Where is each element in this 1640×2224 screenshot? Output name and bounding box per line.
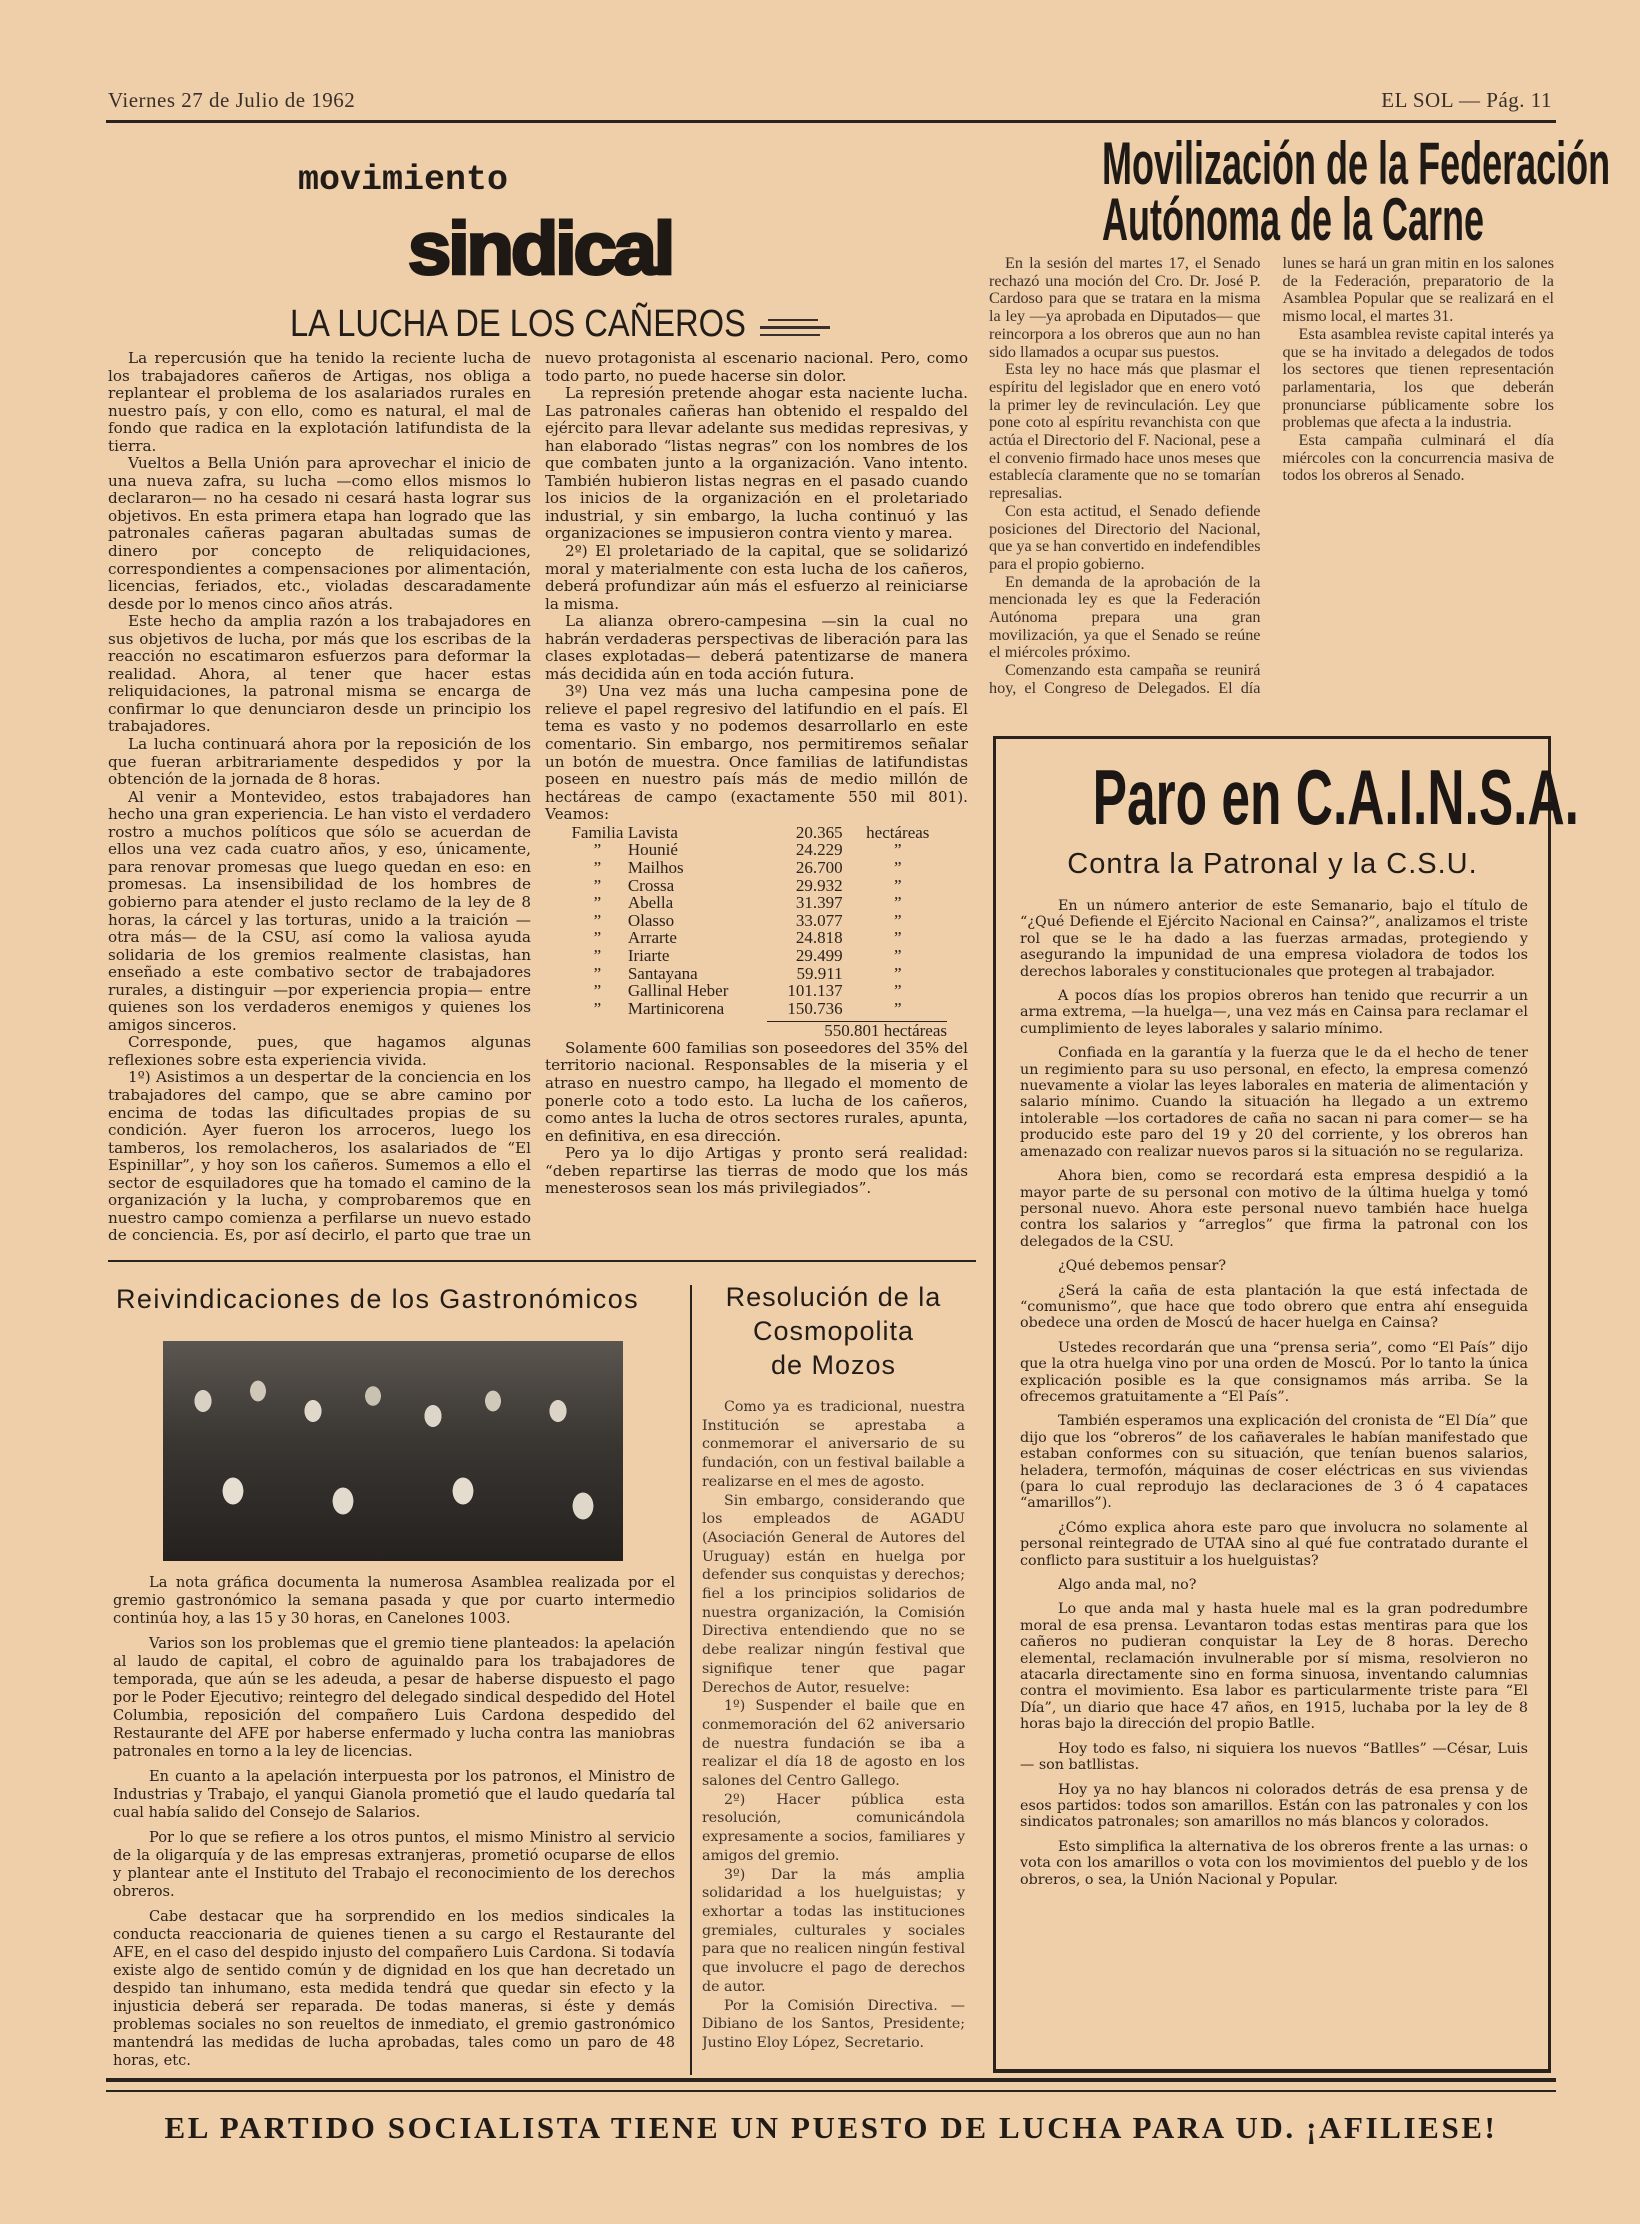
paragraph: Con esta actitud, el Senado defiende posiciones del Directorio del Nacional, que ya se han convertido en indefendibles para el propio gobierno.	[989, 501, 1261, 573]
paragraph: 3º) Dar la más amplia solidaridad a los huelguistas; y exhortar a todas las instituciones gremiales, culturales y sociales para que no realicen ningún festival que involucre el pago de derechos de autor.	[702, 1866, 965, 1995]
table-row	[567, 877, 947, 895]
article-gastronomicos-body	[113, 1574, 675, 2074]
table-row	[567, 894, 947, 912]
paragraph: Confiada en la garantía y la fuerza que le da el hecho de tener un regimiento para su uso personal, en efecto, la empresa comenzó nuevamente a violar las leyes laborales en materia de alimentación y salario mínimo. Cuando la situación ha llegado a un extremo intolerable —los cortadores de caña no sacan ni para comer— se ha producido este paro del 19 y 20 del corriente, y los obreros han amenazado con realizar nuevos paros si la situación no se regulariza.	[1020, 1045, 1528, 1160]
article-paro-body	[1020, 898, 1528, 2068]
family-name: Olasso	[627, 910, 675, 930]
family-prefix: ”	[593, 857, 602, 877]
article-paragraph	[113, 1574, 675, 2070]
paragraph: Algo anda mal, no?	[1058, 1577, 1197, 1594]
headline-line: de Mozos	[770, 1350, 897, 1380]
section-divider	[108, 1260, 976, 1262]
hectares-unit: ”	[894, 893, 902, 913]
footer-rule	[106, 2078, 1556, 2082]
hectares-value: 31.397	[795, 893, 843, 913]
hectares-value: 26.700	[795, 857, 843, 877]
paragraph: ¿Será la caña de esta plantación la que está infectada de “comunismo”, que hace que todo obrero que entra ahí enseguida obedece una orden de Moscú de hacer huelga en Cainsa?	[1020, 1282, 1528, 1332]
section-kicker: movimiento	[298, 160, 509, 200]
paragraph: Hoy ya no hay blancos ni colorados detrás de esa prensa y de esos partidos: todos son amarillos. Están con las patronales y con los sindicatos patronales; son amarillos no más blancos y colorados.	[1020, 1781, 1528, 1831]
family-name: Arrarte	[627, 928, 677, 948]
table-row	[567, 824, 947, 842]
paragraph: Al venir a Montevideo, estos trabajadores han hecho una gran experiencia. Le han visto el verdadero rostro a muchos políticos que sólo se acuerdan de ellos una vez cada cuatro años, y eso, únicamente, para renovar promesas que luego quedan en eso: en promesas. La insensibilidad de los hombres de gobierno para atender el justo reclamo de la ley de 8 horas, la cárcel y las torturas, unido a la traición —otra más— de la CSU, así como la valiosa ayuda solidaria de los gremios realmente clasistas, han enseñado a este combativo sector de trabajadores rurales, a distinguir —por experiencia propia— entre quienes son los verdaderos enemigos y quienes los amigos sinceros.	[108, 787, 531, 1034]
decorative-dashes	[760, 316, 830, 336]
family-prefix: Familia	[571, 822, 624, 842]
paragraph: Esta asamblea reviste capital interés ya que se ha invitado a delegados de todos los sectores que tienen representación parlamentaria, los que deberán pronunciarse públicamente sobre los problemas que afecta a la industria.	[1282, 324, 1554, 432]
family-name: Abella	[627, 893, 674, 913]
article-headline-movilizacion	[989, 130, 1611, 253]
paragraph: Lo que anda mal y hasta huele mal es la gran podredumbre moral de esa prensa. Levantaron todas estas mentiras para que los cañeros no pudieran conquistar la Ley de 8 horas. Derecho elemental, reclamación invulnerable por sí misma, resolvieron no atacarla directamente sino en forma sinuosa, inventando calumnias contra el movimiento. Esa labor es particularmente triste para “El Día”, un diario que hace 47 años, en 1915, luchaba por la ley de 8 horas bajo la dirección del propio Batlle.	[1020, 1601, 1528, 1733]
paragraph: Por lo que se refiere a los otros puntos, el mismo Ministro al servicio de la oligarquía y de las empresas extranjeras, prometió ocuparse de ellos y plantear ante el Instituto del Trabajo el reconocimiento de los derechos obreros.	[113, 1829, 675, 1900]
family-name: Crossa	[627, 875, 675, 895]
table-row	[567, 965, 947, 983]
family-name: Mailhos	[627, 857, 684, 877]
paragraph: La repercusión que ha tenido la reciente lucha de los trabajadores cañeros de Artigas, nos obliga a replantear el problema de los asalariados rurales en nuestro país, y con ello, como es natural, el mal de fondo que radica en la explotación latifundista de la tierra.	[108, 350, 531, 455]
headline-line: Cosmopolita	[752, 1316, 915, 1346]
article-paragraph	[545, 1040, 968, 1198]
hectares-unit: ”	[894, 963, 902, 983]
hectares-value: 24.229	[795, 840, 843, 860]
table-row	[567, 947, 947, 965]
paragraph: En demanda de la aprobación de la mencionada ley es que la Federación Autónoma prepara una gran movilización, ya que el Senado se reúne el miércoles próximo.	[989, 572, 1261, 662]
paragraph: Comenzando esta campaña se reunirá hoy, el Congreso de Delegados. El día lunes se hará un gran mitin en los salones de la Federación, preparatorio de la Asamblea Popular que se realizará en el mismo local, el martes 31.	[989, 255, 1554, 697]
paragraph: Esta campaña culminará el día miércoles con la concurrencia masiva de todos los obreros al Senado.	[1282, 431, 1554, 485]
landholdings-total: 550.801 hectáreas	[767, 1021, 947, 1040]
table-body	[567, 824, 947, 1018]
footer-rule-thin	[106, 2090, 1556, 2092]
table-row	[567, 1000, 947, 1018]
article-paragraph	[1020, 898, 1528, 1888]
headline-line: Resolución de la	[725, 1282, 942, 1312]
assembly-photo	[163, 1341, 623, 1561]
hectares-unit: ”	[894, 875, 902, 895]
paragraph: Corresponde, pues, que hagamos algunas reflexiones sobre esta experiencia vivida.	[108, 1033, 531, 1069]
header-rule	[106, 120, 1556, 123]
landholdings-table	[567, 824, 947, 1040]
family-name: Martinicorena	[627, 998, 725, 1018]
hectares-value: 150.736	[787, 998, 843, 1018]
paragraph: Ahora bien, como se recordará esta empresa despidió a la mayor parte de su personal con motivo de la última huelga y tomó personal nuevo. Ahora este personal nuevo también hace huelga contra los salarios y “arreglos” que firma la patronal con los delegados de la CSU.	[1020, 1168, 1528, 1250]
section-title: sindical	[408, 207, 673, 290]
newspaper-page-label: EL SOL — Pág. 11	[1381, 88, 1552, 112]
hectares-value: 24.818	[795, 928, 843, 948]
hectares-unit: ”	[894, 981, 902, 1001]
paragraph: Pero ya lo dijo Artigas y pronto será realidad: “deben repartirse las tierras de modo que los más menesterosos sean los más privilegiados”.	[545, 1144, 968, 1198]
family-name: Santayana	[627, 963, 698, 983]
paragraph: Esto simplifica la alternativa de los obreros frente a las urnas: o vota con los amarillos o vota con los movimientos del pueblo y de los obreros, o sea, la Unión Nacional y Popular.	[1020, 1838, 1528, 1888]
table-row	[567, 929, 947, 947]
paragraph: 3º) Una vez más una lucha campesina pone de relieve el papel regresivo del latifundio en el país. El tema es vasto y no podemos desarrollarlo en este comentario. Sin embargo, nos permitiremos señalar un botón de muestra. Once familias de latifundistas poseen en nuestro país más de medio millón de hectáreas de campo (exactamente 550 mil 801). Veamos:	[545, 682, 968, 824]
paragraph: En cuanto a la apelación interpuesta por los patronos, el Ministro de Industrias y Trabajo, el yanqui Gianola prometió que el laudo quedaría tal cual había salido del Consejo de Salarios.	[113, 1768, 675, 1821]
hectares-unit: ”	[894, 840, 902, 860]
article-movilizacion-body	[989, 255, 1554, 700]
paragraph: La represión pretende ahogar esta naciente lucha. Las patronales cañeras han obtenido el respaldo del ejército para llevar adelante sus medidas represivas, y han elaborado “listas negras” con los nombres de los que combaten junto a la organización. Vano intento. También hubieron listas negras en el pasado cuando los inicios de la organización en el proletariado industrial, y sin embargo, la lucha continuó y las organizaciones se impusieron contra viento y marea.	[545, 384, 968, 543]
hectares-value: 33.077	[795, 910, 843, 930]
table-row	[567, 841, 947, 859]
article-headline-lucha: LA LUCHA DE LOS CAÑEROS	[290, 303, 746, 345]
family-prefix: ”	[593, 945, 602, 965]
paragraph: Esta ley no hace más que plasmar el espíritu del legislador que en enero votó la primer ley de revinculación. Ley que pone coto al espíritu revanchista con que actúa el Directorio del F. Nacional, pese a el convenio firmado hace unos meses que establecía claramente que no se tomarían represalias.	[989, 360, 1261, 503]
paragraph: Varios son los problemas que el gremio tiene planteados: la apelación al laudo de capital, el cobro de aguinaldo para los trabajadores de temporada, que aún se les adeuda, a pesar de haberse dispuesto el pago por le Poder Ejecutivo; reintegro del delegado sindical despedido del Hotel Columbia, reposición del compañero Luis Cardona despedido del Restaurante del AFE por haberse enfermado y lucha contra las maniobras patronales en torno a la ley de licencias.	[113, 1635, 675, 1760]
hectares-unit: ”	[894, 910, 902, 930]
family-prefix: ”	[593, 875, 602, 895]
family-prefix: ”	[593, 963, 602, 983]
paragraph: Hoy todo es falso, ni siquiera los nuevos “Batlles” —César, Luis— son batllistas.	[1020, 1740, 1528, 1774]
article-lucha-body	[108, 350, 968, 1262]
headline-line: Autónoma de la Carne	[1102, 186, 1485, 253]
hectares-unit: hectáreas	[866, 822, 930, 842]
hectares-unit: ”	[894, 857, 902, 877]
hectares-unit: ”	[894, 998, 902, 1018]
article-headline-paro	[1000, 752, 1579, 843]
footer-slogan: EL PARTIDO SOCIALISTA TIENE UN PUESTO DE LUCHA PARA UD. ¡AFILIESE!	[164, 2110, 1498, 2145]
paragraph: 1º) Asistimos a un despertar de la conciencia en los trabajadores del campo, que se abre camino por encima de todas las dificultades propias de su condición. Ayer fueron los arroceros, luego los tamberos, los remolacheros, los asalariados de “El Espinillar”, y hoy son los cañeros. Sumemos a ello el sector de esquiladores que ha tomado el camino de la organización y la lucha, y comprobaremos que en nuestro campo comienza a perfilarse un nuevo estado de conciencia. Es, por así decirlo, el parto que trae un nuevo protagonista al escenario nacional. Pero, como todo parto, no puede hacerse sin dolor.	[108, 350, 968, 1245]
paragraph: 1º) Suspender el baile que en conmemoración del 62 aniversario de nuestra fundación se iba a realizar el día 18 de agosto en los salones del Centro Gallego.	[702, 1698, 965, 1790]
issue-date: Viernes 27 de Julio de 1962	[108, 88, 356, 112]
paragraph: La nota gráfica documenta la numerosa Asamblea realizada por el gremio gastronómico la semana pasada y que por cuarto intermedio continúa hoy, a las 15 y 30 horas, en Canelones 1003.	[113, 1574, 675, 1627]
family-prefix: ”	[593, 840, 602, 860]
family-prefix: ”	[593, 981, 602, 1001]
paragraph: ¿Qué debemos pensar?	[1058, 1258, 1227, 1275]
article-paragraph	[702, 1398, 965, 2053]
hectares-value: 20.365	[795, 822, 843, 842]
article-paragraph	[989, 255, 1554, 700]
article-subtitle-paro: Contra la Patronal y la C.S.U.	[1067, 848, 1478, 880]
paragraph: ¿Cómo explica ahora este paro que involucra no solamente al personal reintegrado de UTAA sino al qué fue contratado durante el conflicto para sustituir a los huelguistas?	[1020, 1519, 1528, 1569]
hectares-value: 101.137	[787, 981, 843, 1001]
paragraph: 2º) Hacer pública esta resolución, comunicándola expresamente a socios, familiares y amigos del gremio.	[702, 1791, 965, 1864]
paragraph: A pocos días los propios obreros han tenido que recurrir a un arma extrema, —la huelga—, una vez más en Cainsa para reclamar el cumplimiento de leyes laborales y salario mínimo.	[1020, 988, 1528, 1037]
paragraph: La lucha continuará ahora por la reposición de los que fueran arbitrariamente despedidos y por la obtención de la jornada de 8 horas.	[108, 735, 531, 789]
paragraph: Sin embargo, considerando que los empleados de AGADU (Asociación General de Autores del Uruguay) están en huelga por defender sus conquistas y derechos; fiel a los principios solidarios de nuestra organización, la Comisión Directiva entendiendo que no se debe realizar ningún festival que signifique tener que pagar Derechos de Autor, resuelve:	[702, 1492, 965, 1696]
family-name: Iriarte	[627, 945, 670, 965]
family-prefix: ”	[593, 928, 602, 948]
paragraph: La alianza obrero-campesina —sin la cual no habrán verdaderas perspectivas de liberación para las clases explotadas— deberá patentizarse de manera más decidida aún en toda acción futura.	[545, 612, 968, 683]
paragraph: Ustedes recordarán que una “prensa seria”, como “El País” dijo que la otra huelga vino por una orden de Moscú. Por lo tanto la única explicación posible es la que consignamos más arriba. Se la ofrecemos gratuitamente a “El País”.	[1020, 1339, 1528, 1405]
paragraph: Este hecho da amplia razón a los trabajadores en sus objetivos de lucha, por más que los escribas de la reacción no escatimaron esfuerzos para deformar la realidad. Ahora, al tener que hacer estas reliquidaciones, la patronal misma se encarga de confirmar lo que denunciaron desde un principio los trabajadores.	[108, 612, 531, 736]
headline-text: Paro en C.A.I.N.S.A.	[1092, 753, 1579, 841]
paragraph: Solamente 600 familias son poseedores del 35% del territorio nacional. Responsables de la miseria y el atraso en nuestro campo, ha llegado el momento de ponerle coto a todo esto. La lucha de los cañeros, como antes la lucha de otros sectores rurales, apunta, en definitiva, en esa dirección.	[545, 1038, 968, 1145]
paragraph: También esperamos una explicación del cronista de “El Día” que dijo que los “obreros” de los cañaverales le habían manifestado que estaban conformes con su situación, que tenían buenos salarios, heladera, termofón, máquinas de coser eléctricas en sus viviendas (para lo cual reprodujo las declaraciones de 3 ó 4 capataces “amarillos”).	[1020, 1413, 1528, 1512]
table-row	[567, 912, 947, 930]
paragraph: Vueltos a Bella Unión para aprovechar el inicio de una nueva zafra, su lucha —como ellos mismos lo declararon— no ha cesado ni cesará hasta lograr sus objetivos. En esta primera etapa han logrado que las patronales cañeras pagaran abultadas sumas de dinero por concepto de reliquidaciones, correspondientes a compensaciones por alimentación, licencias, feriados, etc., violadas descaradamente desde por lo menos cinco años atrás.	[108, 454, 531, 613]
article-headline-gastronomicos: Reivindicaciones de los Gastronómicos	[116, 1284, 640, 1314]
hectares-value: 29.932	[795, 875, 843, 895]
hectares-unit: ”	[894, 945, 902, 965]
paragraph: Cabe destacar que ha sorprendido en los medios sindicales la conducta reaccionaria de quienes tienen a su cargo el Restaurante del AFE, en el caso del despido injusto del compañero Luis Cardona. Si todavía existe algo de sentido común y de dignidad en los que han decretado un despido tan inhumano, esta medida tendrá que quedar sin efecto y la injusticia deberá ser reparada. De todas maneras, si éste y demás problemas sociales no son reueltos de inmediato, el gremio gastronómico mantendrá las medidas de lucha aprobadas, tales como un paro de 48 horas, etc.	[113, 1908, 675, 2069]
paragraph: En un número anterior de este Semanario, bajo el título de “¿Qué Defiende el Ejército Nacional en Cainsa?”, analizamos el triste rol que se le ha dado a las fuerzas armadas, protegiendo y asegurando la impunidad de una empresa violadora de todos los derechos laborales y constitucionales que protegen al trabajador.	[1020, 898, 1528, 980]
article-resolucion-body	[702, 1398, 965, 2078]
family-prefix: ”	[593, 910, 602, 930]
paragraph: 2º) El proletariado de la capital, que se solidarizó moral y materialmente con esta lucha de los cañeros, deberá profundizar aún más el esfuerzo al reiniciarse la misma.	[545, 542, 968, 613]
family-name: Lavista	[627, 822, 678, 842]
family-name: Hounié	[627, 840, 678, 860]
hectares-value: 29.499	[795, 945, 843, 965]
column-divider	[690, 1285, 692, 2075]
table-row	[567, 859, 947, 877]
paragraph: Como ya es tradicional, nuestra Institución se aprestaba a conmemorar el aniversario de su fundación, con un festival bailable a realizarse en el mes de agosto.	[702, 1399, 965, 1490]
headline-line: Movilización de la Federación	[1102, 130, 1611, 197]
hectares-value: 59.911	[796, 963, 843, 983]
paragraph: Por la Comisión Directiva. — Dibiano de los Santos, Presidente; Justino Eloy López, Secretario.	[702, 1997, 965, 2051]
paragraph: En la sesión del martes 17, el Senado rechazó una moción del Cro. Dr. José P. Cardoso para que se tratara en la misma la ley —ya aprobada en Diputados— que reincorpora a los obreros que aun no han sido llamados a ocupar sus puestos.	[989, 255, 1261, 361]
family-prefix: ”	[593, 893, 602, 913]
family-name: Gallinal Heber	[627, 981, 729, 1001]
family-prefix: ”	[593, 998, 602, 1018]
table-row	[567, 982, 947, 1000]
article-headline-resolucion	[702, 1280, 965, 1382]
hectares-unit: ”	[894, 928, 902, 948]
